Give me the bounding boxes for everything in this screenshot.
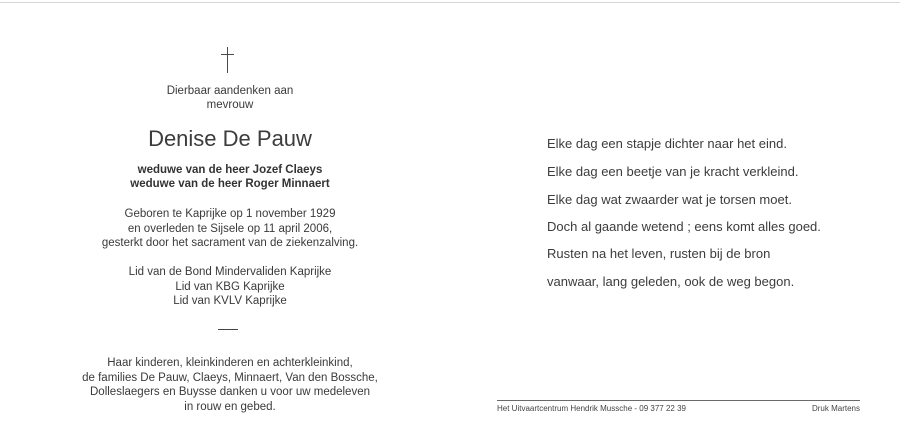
birth-death-line: Geboren te Kaprijke op 1 november 1929 [124,208,336,220]
membership-line: Lid van KBG Kaprijke [175,280,285,293]
deceased-name: Denise De Pauw [148,126,312,151]
intro-line: mevrouw [206,99,254,111]
poem-line: Doch al gaande wetend ; eens komt alles goed. [547,219,821,234]
poem-panel [547,0,877,443]
thanks-block [40,356,420,414]
thanks-line: in rouw en gebed. [184,400,276,413]
birth-death-line: gesterkt door het sacrament van de ziekenzalving. [101,237,359,249]
membership-line: Lid van de Bond Mindervaliden Kaprijke [128,266,332,278]
intro-line: Dierbaar aandenken aan [166,85,294,97]
memberships-block [40,265,420,309]
poem-line: Elke dag een beetje van je kracht verkleind. [547,164,799,179]
cross-icon [218,47,238,73]
widow-of-line: weduwe van de heer Roger Minnaert [130,178,330,190]
funeral-home-credit: Het Uitvaartcentrum Hendrik Mussche - 09 377 22 39 [497,404,686,413]
printer-credit: Druk Martens [811,404,860,413]
membership-line: Lid van KVLV Kaprijke [173,295,287,307]
poem-line: Elke dag een stapje dichter naar het eind. [547,136,787,151]
thanks-line: Haar kinderen, kleinkinderen en achterkleinkind, [107,357,353,369]
thanks-line: de families De Pauw, Claeys, Minnaert, Van den Bossche, [82,371,378,384]
poem-line: vanwaar, lang geleden, ook de weg begon. [547,274,795,289]
section-dash-divider [218,329,238,330]
obituary-panel [40,0,420,443]
widow-of-line: weduwe van de heer Jozef Claeys [137,164,323,176]
birth-death-block [40,207,420,251]
thanks-line: Dolleslaegers en Buysse danken u voor uw medeleven [90,386,370,398]
birth-death-line: en overleden te Sijsele op 11 april 2006, [127,222,333,235]
poem-line: Elke dag wat zwaarder wat je torsen moet. [547,192,792,207]
poem-line: Rusten na het leven, rusten bij de bron [547,246,771,261]
footer-rule [497,400,860,401]
